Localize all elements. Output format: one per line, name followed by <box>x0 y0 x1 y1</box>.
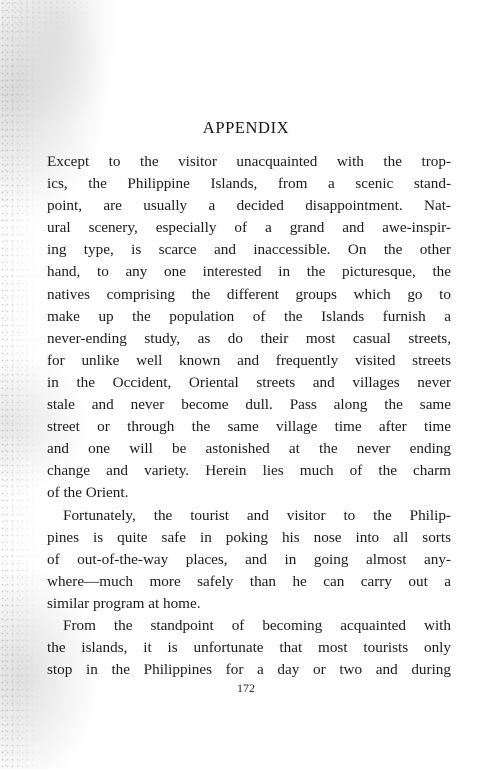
text-line: for unlike well known and frequently visited streets <box>47 351 451 369</box>
text-line: of out-of-the-way places, and in going almost any- <box>47 550 451 568</box>
text-line: Except to the visitor unacquainted with the trop- <box>47 153 451 170</box>
text-line: natives comprising the different groups which go to <box>47 285 451 303</box>
scan-corner-noise <box>0 0 90 40</box>
text-line: From the standpoint of becoming acquainted with <box>63 616 451 634</box>
text-line: Fortunately, the tourist and visitor to the Philip- <box>63 506 451 524</box>
page-number: 172 <box>237 681 255 695</box>
text-line: hand, to any one interested in the picturesque, the <box>47 263 451 281</box>
text-line: ing type, is scarce and inaccessible. On the other <box>47 241 451 259</box>
text-line: and one will be astonished at the never ending <box>47 440 451 458</box>
text-line: ics, the Philippine Islands, from a scenic stand- <box>47 175 451 193</box>
text-line: ural scenery, especially of a grand and awe-inspir- <box>47 219 451 237</box>
text-line: similar program at home. <box>47 594 201 612</box>
text-line: make up the population of the Islands furnish a <box>47 307 451 325</box>
text-line: change and variety. Herein lies much of the charm <box>47 462 451 480</box>
text-line: of the Orient. <box>47 484 129 502</box>
body-text <box>47 151 451 681</box>
text-line: where—much more safely than he can carry out a <box>47 572 451 590</box>
text-line: in the Occident, Oriental streets and villages never <box>47 373 451 391</box>
text-line: pines is quite safe in poking his nose into all sorts <box>47 528 451 546</box>
text-line: never-ending study, as do their most casual streets, <box>47 329 451 347</box>
text-line: stop in the Philippines for a day or two and during <box>47 661 451 679</box>
text-line: street or through the same village time after time <box>47 418 451 436</box>
page-heading: APPENDIX <box>202 118 290 137</box>
scan-edge-noise <box>0 0 40 769</box>
text-line: stale and never become dull. Pass along the same <box>47 396 451 414</box>
text-line: the islands, it is unfortunate that most tourists only <box>47 639 451 657</box>
text-line: point, are usually a decided disappointment. Nat- <box>47 197 451 215</box>
